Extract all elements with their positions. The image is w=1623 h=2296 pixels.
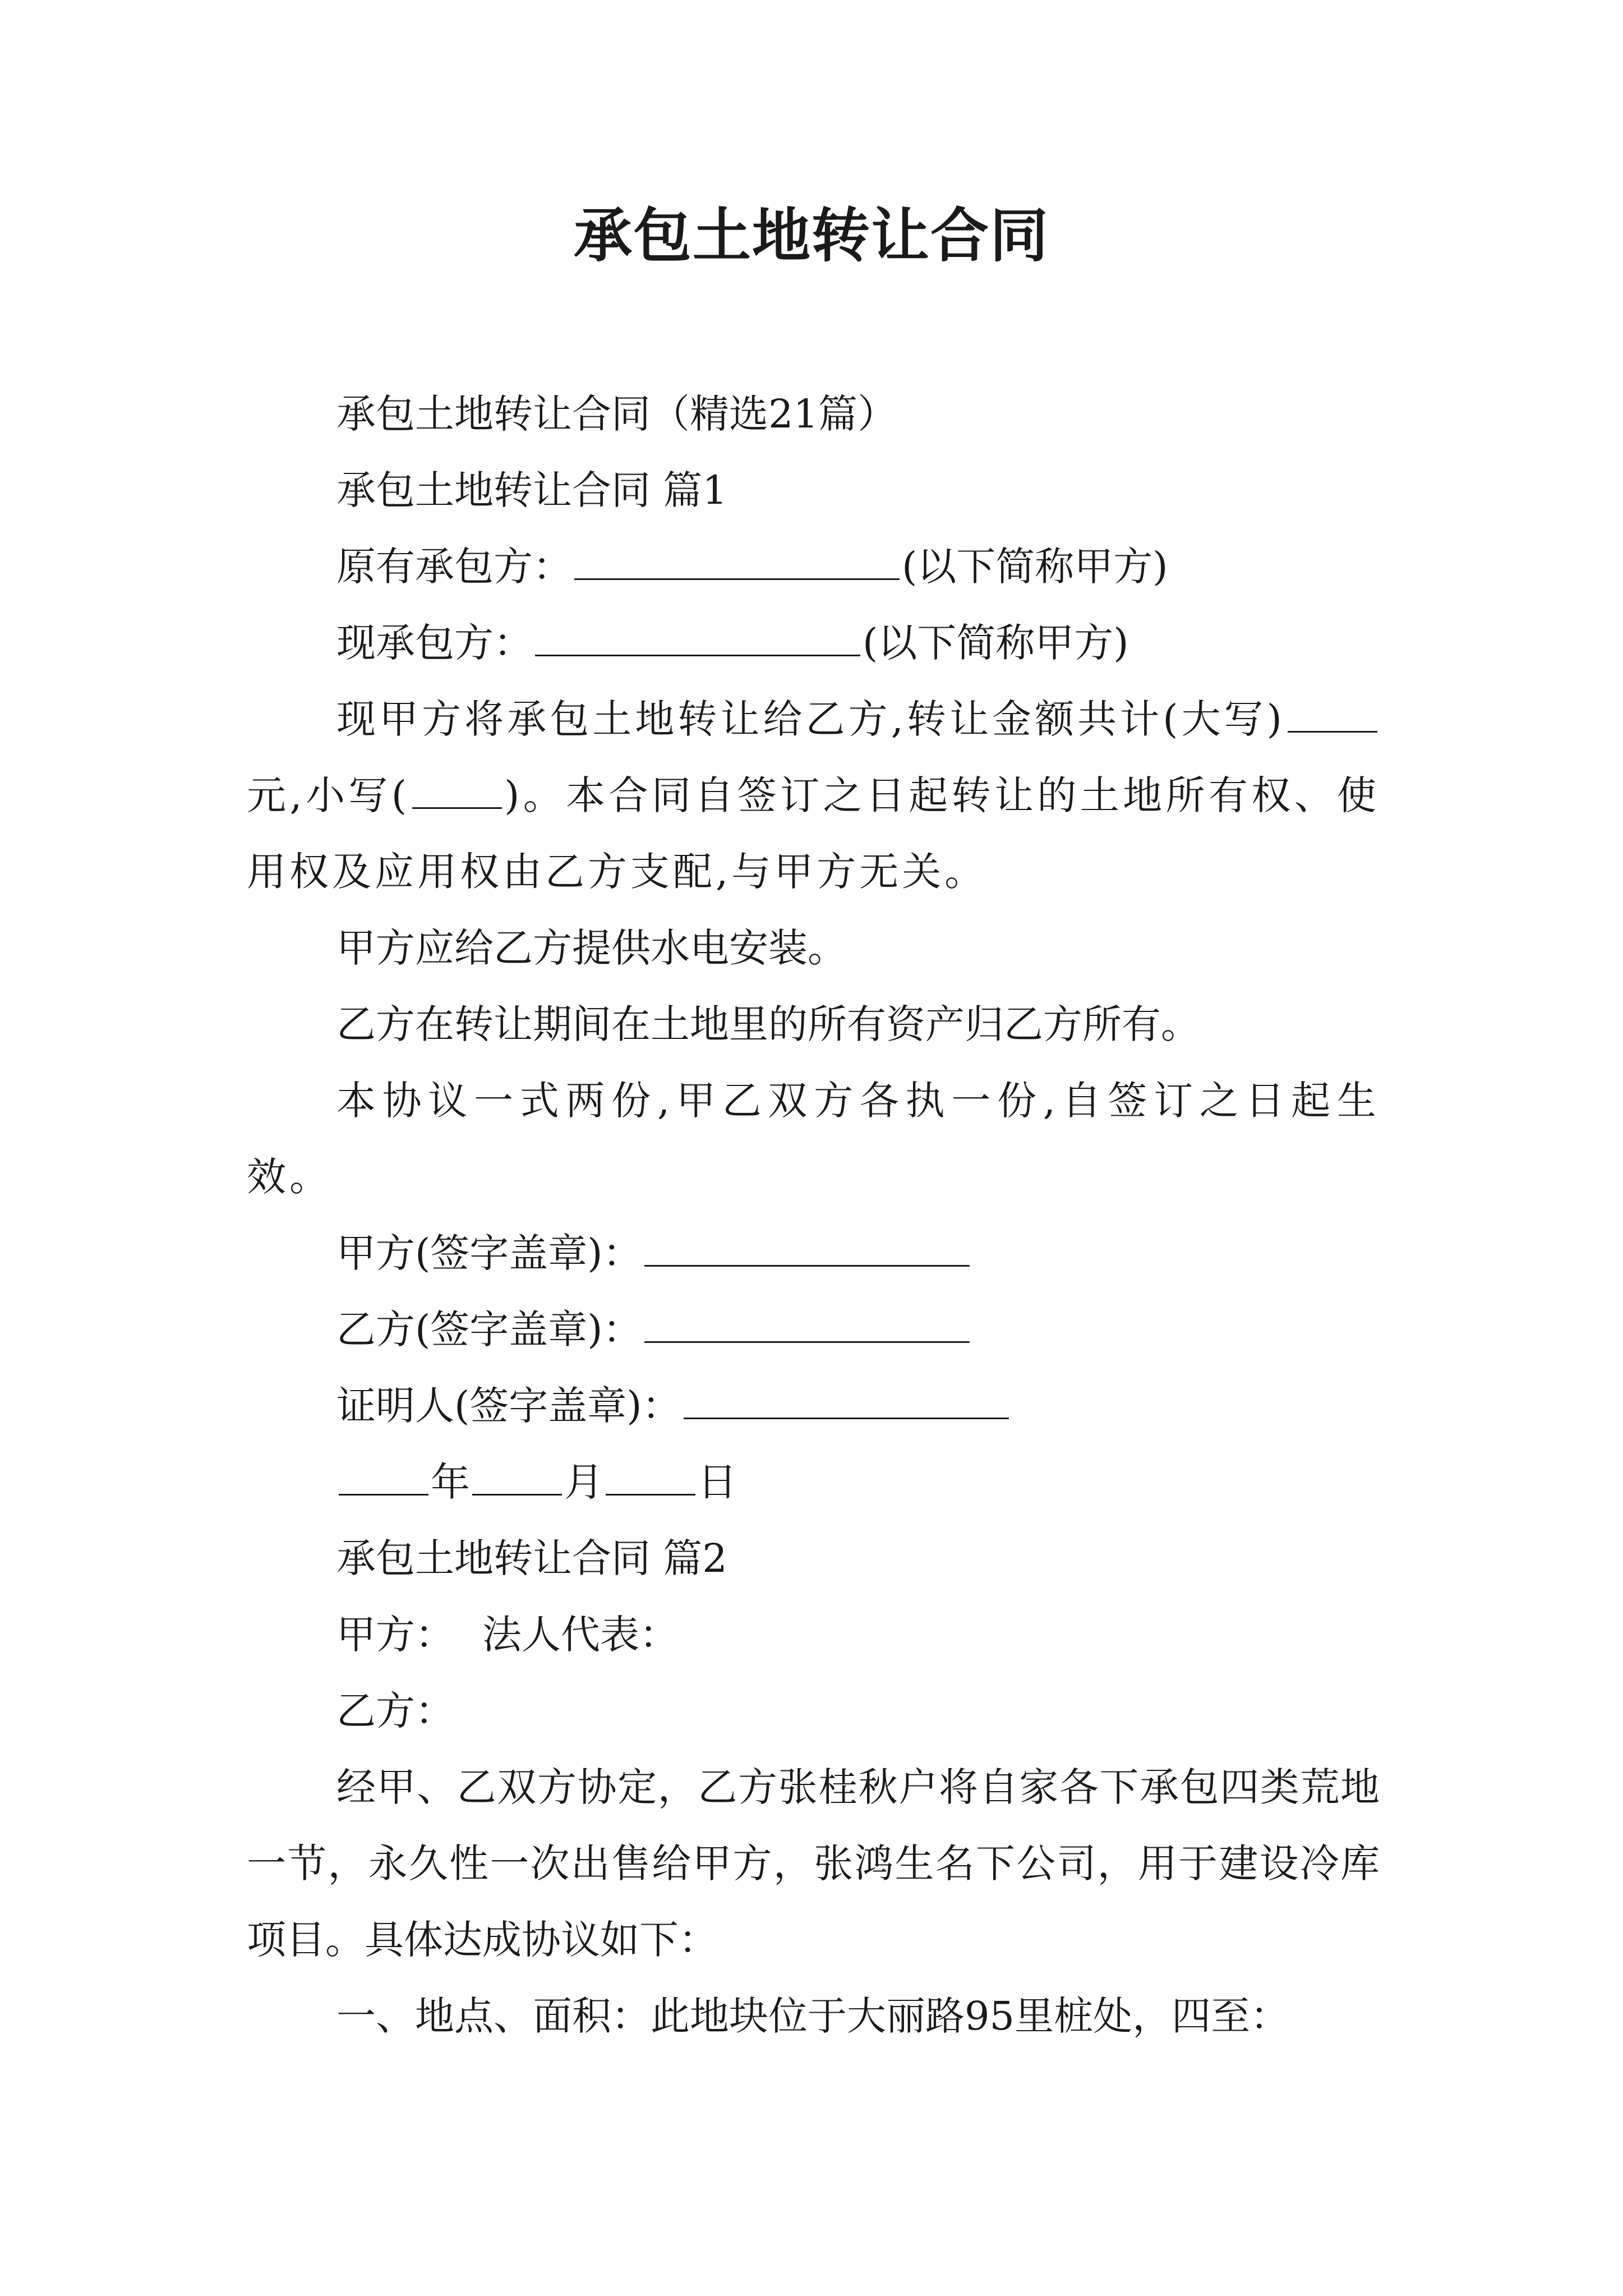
- date-day-label: 日: [698, 1459, 737, 1505]
- signature-party-a-line: [247, 1215, 1380, 1291]
- date-month-label: 月: [564, 1459, 603, 1505]
- date-year-label: 年: [431, 1459, 470, 1505]
- signature-party-a-label: 甲方(签字盖章)：: [336, 1230, 642, 1276]
- signature-witness-line: [247, 1368, 1380, 1444]
- document-title: 承包土地转让合同: [573, 201, 1049, 270]
- original-contractor-label: 原有承包方：: [336, 544, 572, 590]
- current-contractor-suffix: (以下简称甲方): [863, 620, 1129, 666]
- amount-capital-blank: [1288, 696, 1377, 733]
- signature-party-b-line: [247, 1291, 1380, 1368]
- date-year-blank: [339, 1459, 428, 1496]
- date-line: [247, 1444, 1380, 1520]
- original-contractor-line: [247, 528, 1380, 605]
- section-heading-1: 承包土地转让合同 篇1: [336, 467, 727, 513]
- transfer-text-3: )。本合同自签订之日起转让的土地所有权、使用权及应用权由乙方支配,与甲方无关。: [247, 772, 1380, 895]
- location-clause: 一、地点、面积：此地块位于大丽路95里桩处，四至：: [336, 1993, 1290, 2039]
- current-contractor-line: [247, 605, 1380, 681]
- amount-numeric-blank: [412, 772, 502, 809]
- signature-party-b-label: 乙方(签字盖章)：: [336, 1306, 642, 1352]
- current-contractor-blank: [535, 620, 860, 656]
- party-a-line: [247, 1596, 1380, 1673]
- date-day-blank: [606, 1459, 695, 1496]
- signature-witness-label: 证明人(签字盖章)：: [336, 1383, 681, 1429]
- current-contractor-label: 现承包方：: [336, 620, 533, 666]
- clause-copies: 本协议一式两份,甲乙双方各执一份,自签订之日起生效。: [247, 1078, 1380, 1200]
- document-body: [247, 376, 1380, 2054]
- transfer-text-2: 元,小写(: [247, 772, 411, 818]
- signature-witness-blank: [684, 1383, 1009, 1419]
- clause-assets: 乙方在转让期间在土地里的所有资产归乙方所有。: [336, 1001, 1200, 1047]
- transfer-text-1: 现甲方将承包土地转让给乙方,转让金额共计(大写): [336, 696, 1285, 742]
- signature-party-b-blank: [644, 1306, 970, 1343]
- clause-utilities: 甲方应给乙方提供水电安装。: [336, 925, 847, 971]
- original-contractor-blank: [574, 544, 900, 580]
- agreement-paragraph: 经甲、乙双方协定，乙方张桂秋户将自家各下承包四类荒地一节，永久性一次出售给甲方，张鸿生名下公司，用于建设冷库项目。具体达成协议如下：: [247, 1764, 1380, 1963]
- party-b-line: 乙方：: [336, 1688, 454, 1734]
- document-subtitle: 承包土地转让合同（精选21篇）: [336, 391, 897, 437]
- original-contractor-suffix: (以下简称甲方): [902, 544, 1168, 590]
- section-heading-2: 承包土地转让合同 篇2: [336, 1535, 727, 1581]
- legal-rep-label: 法人代表：: [482, 1612, 679, 1658]
- date-month-blank: [472, 1459, 562, 1496]
- signature-party-a-blank: [644, 1230, 970, 1267]
- transfer-paragraph: [247, 681, 1380, 910]
- party-a-label: 甲方：: [336, 1612, 454, 1658]
